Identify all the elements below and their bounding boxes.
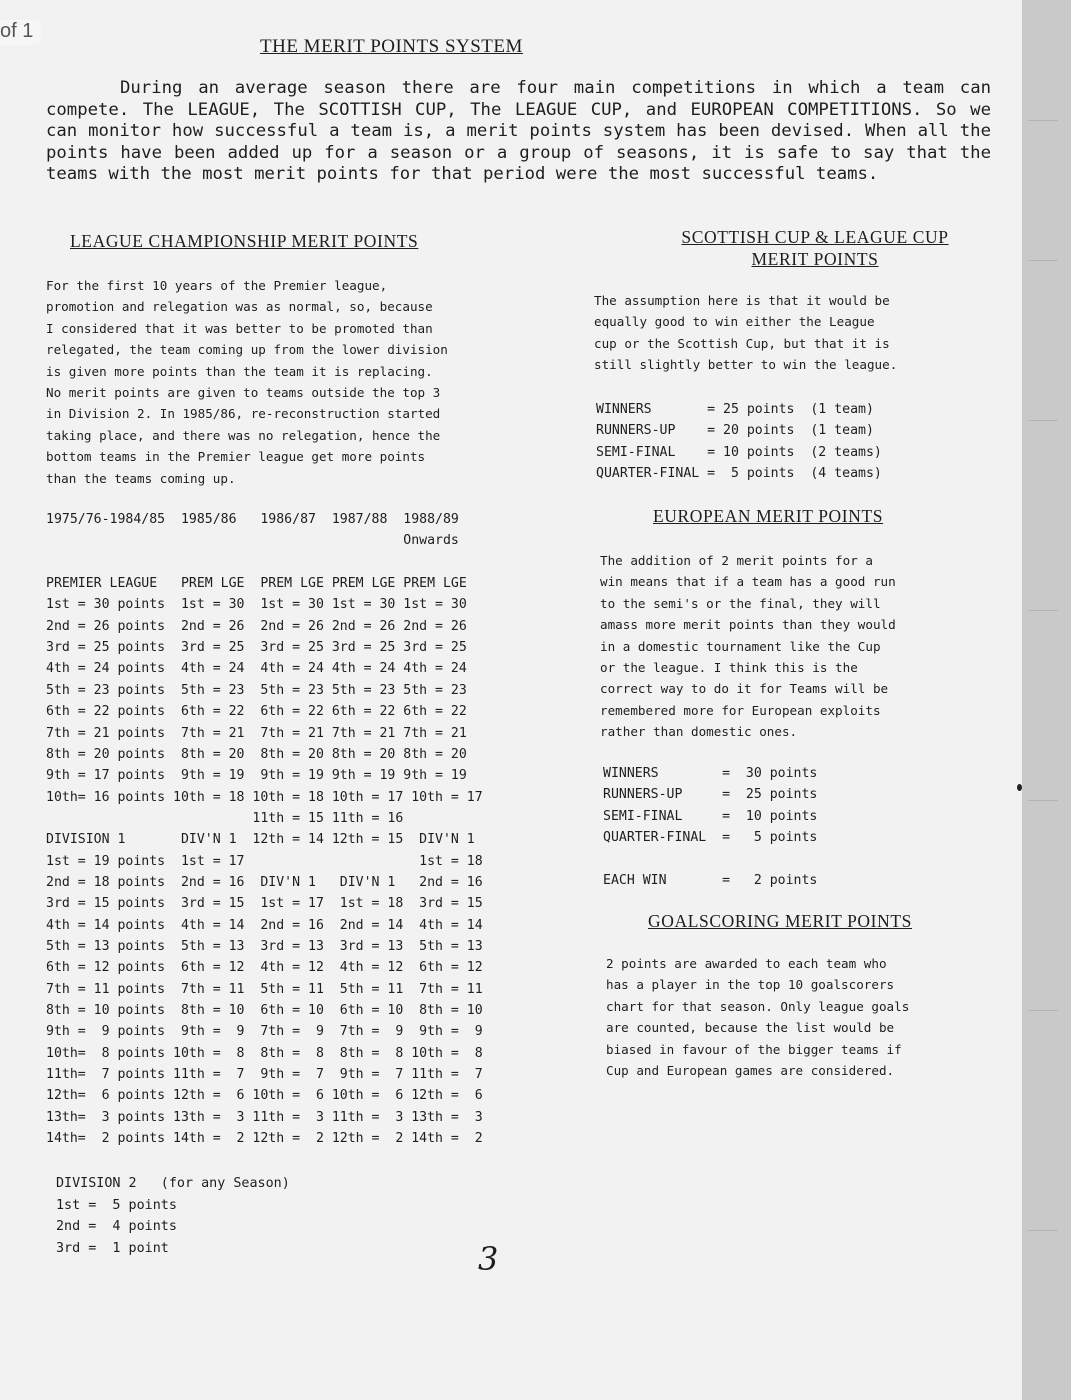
league-paragraph: For the first 10 years of the Premier league, promotion and relegation was as normal, so, because I considered that it was better to be promoted than relegated, the team coming up from the lower division is given more points than the team it is replacing. No merit points are given to teams outside the top 3 in Division 2. In 1985/86, re-reconstruction started taking place, and there was no relegation, hence the bottom teams in the Premier league get more points than the teams coming up. — [46, 278, 448, 486]
table-line: 3rd = 1 point — [56, 1240, 169, 1256]
table-line: 9th = 17 points 9th = 19 9th = 19 9th = 19 9th = 19 — [46, 768, 467, 784]
league-heading: LEAGUE CHAMPIONSHIP MERIT POINTS — [70, 231, 419, 251]
table-line: 1st = 30 points 1st = 30 1st = 30 1st = 30 1st = 30 — [46, 597, 467, 613]
cups-heading-line2: MERIT POINTS — [751, 249, 879, 269]
european-paragraph: The addition of 2 merit points for a win means that if a team has a good run to the semi's or the final, they will amass more merit points than they would in a domestic tournament like the Cup or the league. I think this is the correct way to do it for Teams will be remembered more for European exploits rather than domestic ones. — [600, 553, 896, 740]
table-line: Onwards — [46, 533, 459, 549]
table-line: 11th= 7 points 11th = 7 9th = 7 9th = 7 11th = 7 — [46, 1067, 483, 1083]
goalscoring-paragraph: 2 points are awarded to each team who has a player in the top 10 goalscorers chart for that season. Only league goals are counted, because the list would be biased in favour of the bigger teams if Cup and European games are considered. — [606, 956, 910, 1079]
table-line: 5th = 13 points 5th = 13 3rd = 13 3rd = 13 5th = 13 — [46, 939, 483, 954]
table-line: 4th = 24 points 4th = 24 4th = 24 4th = 24 4th = 24 — [46, 661, 467, 677]
table-line: WINNERS = 30 points — [603, 766, 818, 781]
table-line: 12th= 6 points 12th = 6 10th = 6 10th = 6 12th = 6 — [46, 1088, 483, 1104]
intro-text: During an average season there are four main competitions in which a team can compete. The LEAGUE, The SCOTTISH CUP, The LEAGUE CUP, and EUROPEAN COMPETITIONS. So we can monitor how successful a team is, a merit points system has been devised. When all the points have been added up for a season or a group of seasons, it is safe to say that the teams with the most merit points for that period were the most successful teams. — [46, 78, 991, 185]
page-number: 3 — [478, 1240, 499, 1278]
table-line: 10th= 16 points 10th = 18 10th = 18 10th = 17 10th = 17 — [46, 789, 483, 805]
cups-heading-line1: SCOTTISH CUP & LEAGUE CUP — [681, 227, 949, 247]
table-line: 6th = 12 points 6th = 12 4th = 12 4th = 12 6th = 12 — [46, 960, 483, 976]
cups-paragraph: The assumption here is that it would be equally good to win either the League cup or the Scottish Cup, but that it is still slightly better to win the league. — [594, 293, 898, 373]
adjacent-page-edge — [1022, 0, 1071, 1400]
table-line: 6th = 22 points 6th = 22 6th = 22 6th = 22 6th = 22 — [46, 704, 467, 720]
table-line: 7th = 21 points 7th = 21 7th = 21 7th = 21 7th = 21 — [46, 725, 467, 741]
table-line: DIVISION 2 (for any Season) — [56, 1176, 290, 1191]
table-line: 4th = 14 points 4th = 14 2nd = 16 2nd = 14 4th = 14 — [46, 917, 483, 933]
table-line: WINNERS = 25 points (1 team) — [596, 402, 874, 417]
intro-paragraph — [46, 78, 991, 186]
table-line: 14th= 2 points 14th = 2 12th = 2 12th = 2 14th = 2 — [46, 1131, 483, 1147]
table-line: 11th = 15 11th = 16 — [46, 810, 404, 826]
european-heading: EUROPEAN MERIT POINTS — [653, 506, 884, 526]
table-line: 3rd = 15 points 3rd = 15 1st = 17 1st = 18 3rd = 15 — [46, 896, 483, 912]
table-line: DIVISION 1 DIV'N 1 12th = 14 12th = 15 DIV'N 1 — [46, 832, 475, 848]
table-line: 8th = 10 points 8th = 10 6th = 10 6th = 10 8th = 10 — [46, 1003, 483, 1019]
table-line: PREMIER LEAGUE PREM LGE PREM LGE PREM LGE PREM LGE — [46, 576, 467, 592]
table-line: QUARTER-FINAL = 5 points (4 teams) — [596, 465, 882, 481]
table-line: RUNNERS-UP = 25 points — [603, 787, 818, 803]
table-line: 1st = 19 points 1st = 17 1st = 18 — [46, 853, 483, 869]
table-line: 1975/76-1984/85 1985/86 1986/87 1987/88 1988/89 — [46, 512, 459, 527]
table-line: 8th = 20 points 8th = 20 8th = 20 8th = 20 8th = 20 — [46, 746, 467, 762]
page-count-label: of 1 — [0, 20, 41, 45]
table-line: 2nd = 18 points 2nd = 16 DIV'N 1 DIV'N 1 2nd = 16 — [46, 874, 483, 890]
table-line: 10th= 8 points 10th = 8 8th = 8 8th = 8 10th = 8 — [46, 1045, 483, 1061]
table-line: QUARTER-FINAL = 5 points — [603, 829, 818, 845]
table-line: 2nd = 26 points 2nd = 26 2nd = 26 2nd = 26 2nd = 26 — [46, 618, 467, 634]
table-line: 1st = 5 points — [56, 1197, 177, 1213]
table-line: SEMI-FINAL = 10 points — [603, 808, 818, 824]
page-title: THE MERIT POINTS SYSTEM — [260, 36, 523, 57]
table-line: EACH WIN = 2 points — [603, 872, 818, 888]
cups-heading — [645, 226, 985, 270]
table-line: 3rd = 25 points 3rd = 25 3rd = 25 3rd = 25 3rd = 25 — [46, 640, 467, 656]
table-line: 2nd = 4 points — [56, 1219, 177, 1234]
table-line: SEMI-FINAL = 10 points (2 teams) — [596, 444, 882, 460]
table-line: 9th = 9 points 9th = 9 7th = 9 7th = 9 9th = 9 — [46, 1024, 483, 1040]
table-line: RUNNERS-UP = 20 points (1 team) — [596, 423, 874, 439]
table-line: 7th = 11 points 7th = 11 5th = 11 5th = 11 7th = 11 — [46, 981, 483, 997]
table-line: 13th= 3 points 13th = 3 11th = 3 11th = 3 13th = 3 — [46, 1109, 483, 1125]
goalscoring-heading: GOALSCORING MERIT POINTS — [648, 911, 912, 931]
table-line: 5th = 23 points 5th = 23 5th = 23 5th = 23 5th = 23 — [46, 682, 467, 698]
